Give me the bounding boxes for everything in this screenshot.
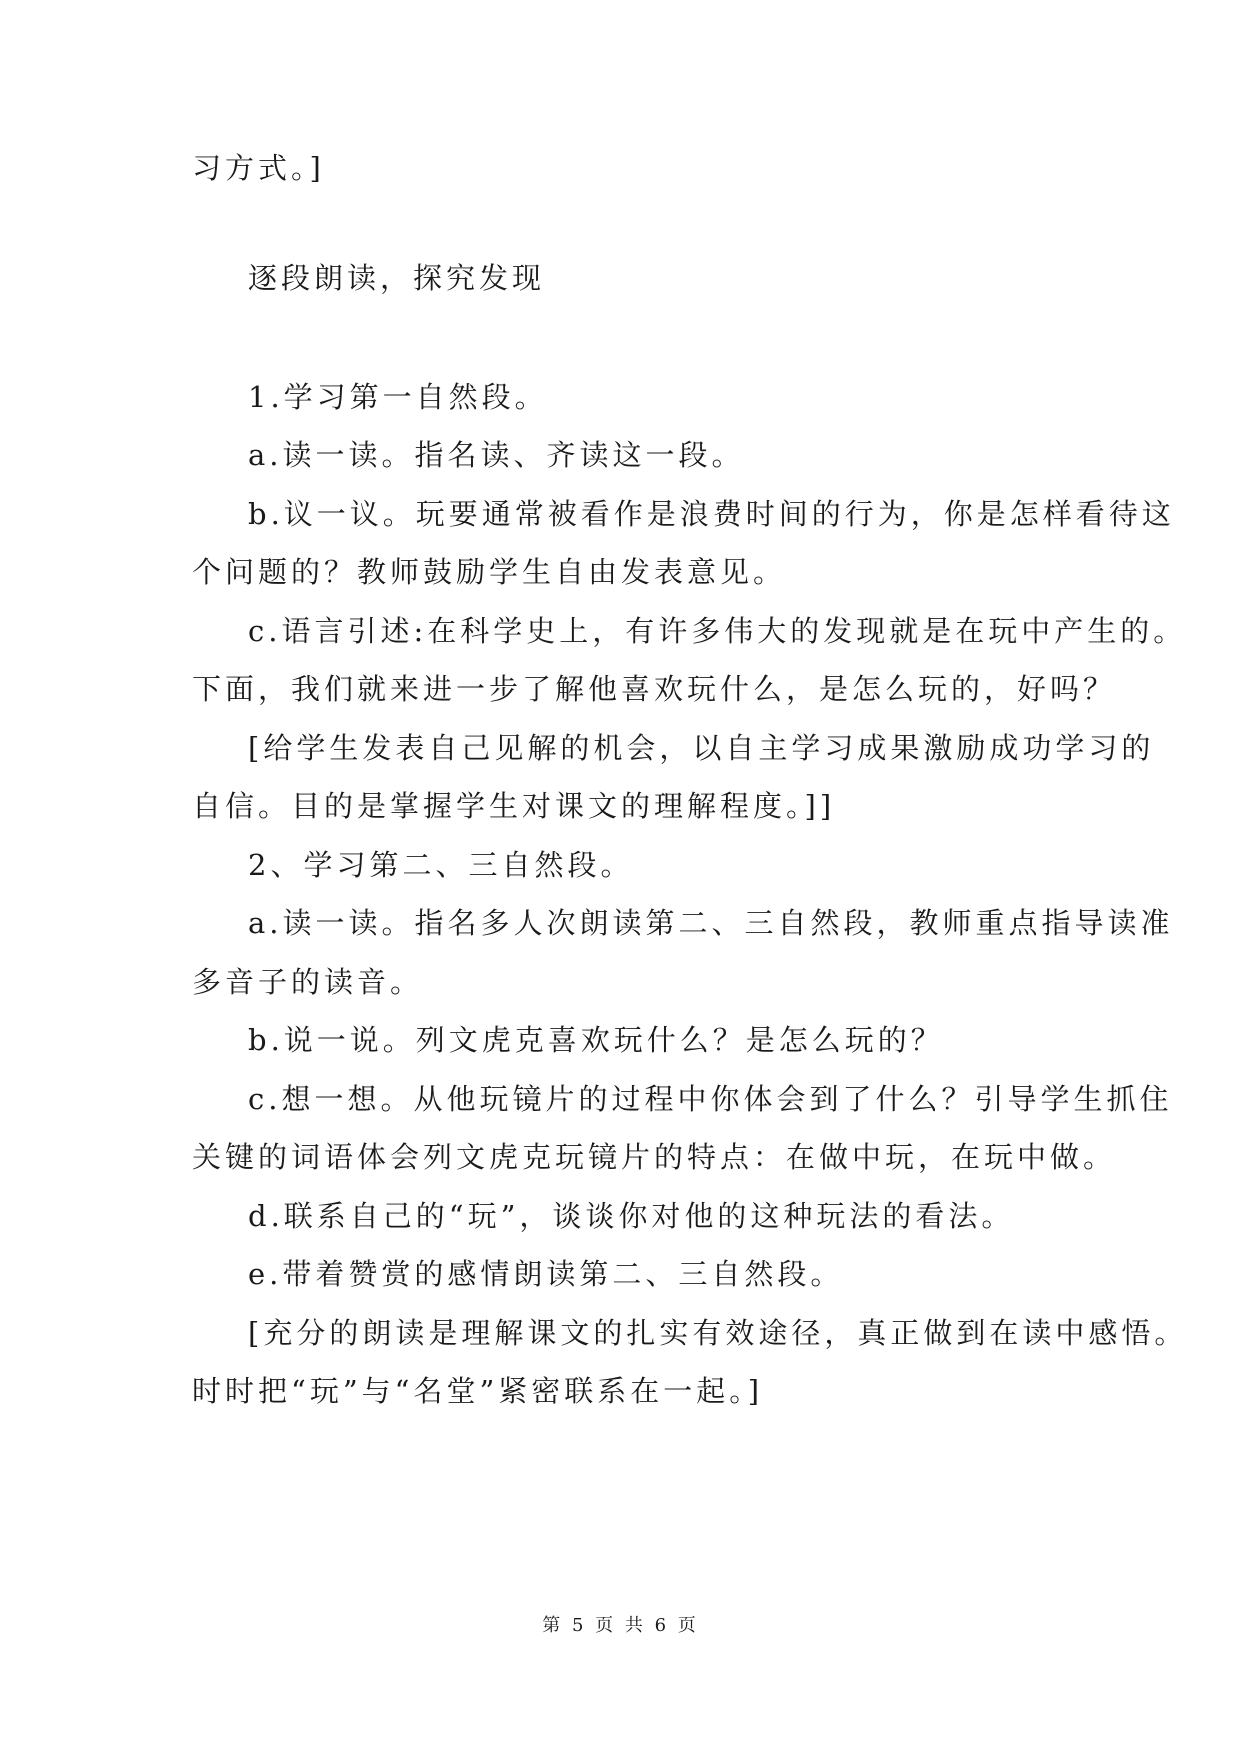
text-line: 多音子的读音。 <box>192 965 424 999</box>
text-line: [充分的朗读是理解课文的扎实有效途径，真正做到在读中感悟。 <box>248 1316 1188 1350</box>
text-line: d.联系自己的“玩”，谈谈你对他的这种玩法的看法。 <box>248 1199 1015 1233</box>
section-heading: 逐段朗读，探究发现 <box>248 261 546 295</box>
text-line: a.读一读。指名多人次朗读第二、三自然段，教师重点指导读准 <box>248 906 1174 940</box>
text-line: 时时把“玩”与“名堂”紧密联系在一起。] <box>192 1374 764 1408</box>
text-line: 关键的词语体会列文虎克玩镜片的特点：在做中玩，在玩中做。 <box>192 1140 1117 1174</box>
text-line: 1.学习第一自然段。 <box>248 380 548 414</box>
text-line: [给学生发表自己见解的机会，以自主学习成果激励成功学习的 <box>248 731 1155 765</box>
text-line: a.读一读。指名读、齐读这一段。 <box>248 438 745 472</box>
text-line: b.说一说。列文虎克喜欢玩什么？是怎么玩的？ <box>248 1023 944 1057</box>
text-line: e.带着赞赏的感情朗读第二、三自然段。 <box>248 1257 844 1291</box>
text-line: c.语言引述:在科学史上，有许多伟大的发现就是在玩中产生的。 <box>248 614 1187 648</box>
text-line: 下面，我们就来进一步了解他喜欢玩什么，是怎么玩的，好吗？ <box>192 672 1117 706</box>
text-line: 2、学习第二、三自然段。 <box>248 848 634 882</box>
text-line: b.议一议。玩要通常被看作是浪费时间的行为，你是怎样看待这 <box>248 497 1175 531</box>
text-line: c.想一想。从他玩镜片的过程中你体会到了什么？引导学生抓住 <box>248 1082 1173 1116</box>
text-line: 个问题的？教师鼓励学生自由发表意见。 <box>192 555 787 589</box>
text-line: 自信。目的是掌握学生对课文的理解程度。]] <box>192 789 836 823</box>
page-number-footer: 第 5 页 共 6 页 <box>542 1615 699 1636</box>
text-line: 习方式。] <box>192 151 325 185</box>
